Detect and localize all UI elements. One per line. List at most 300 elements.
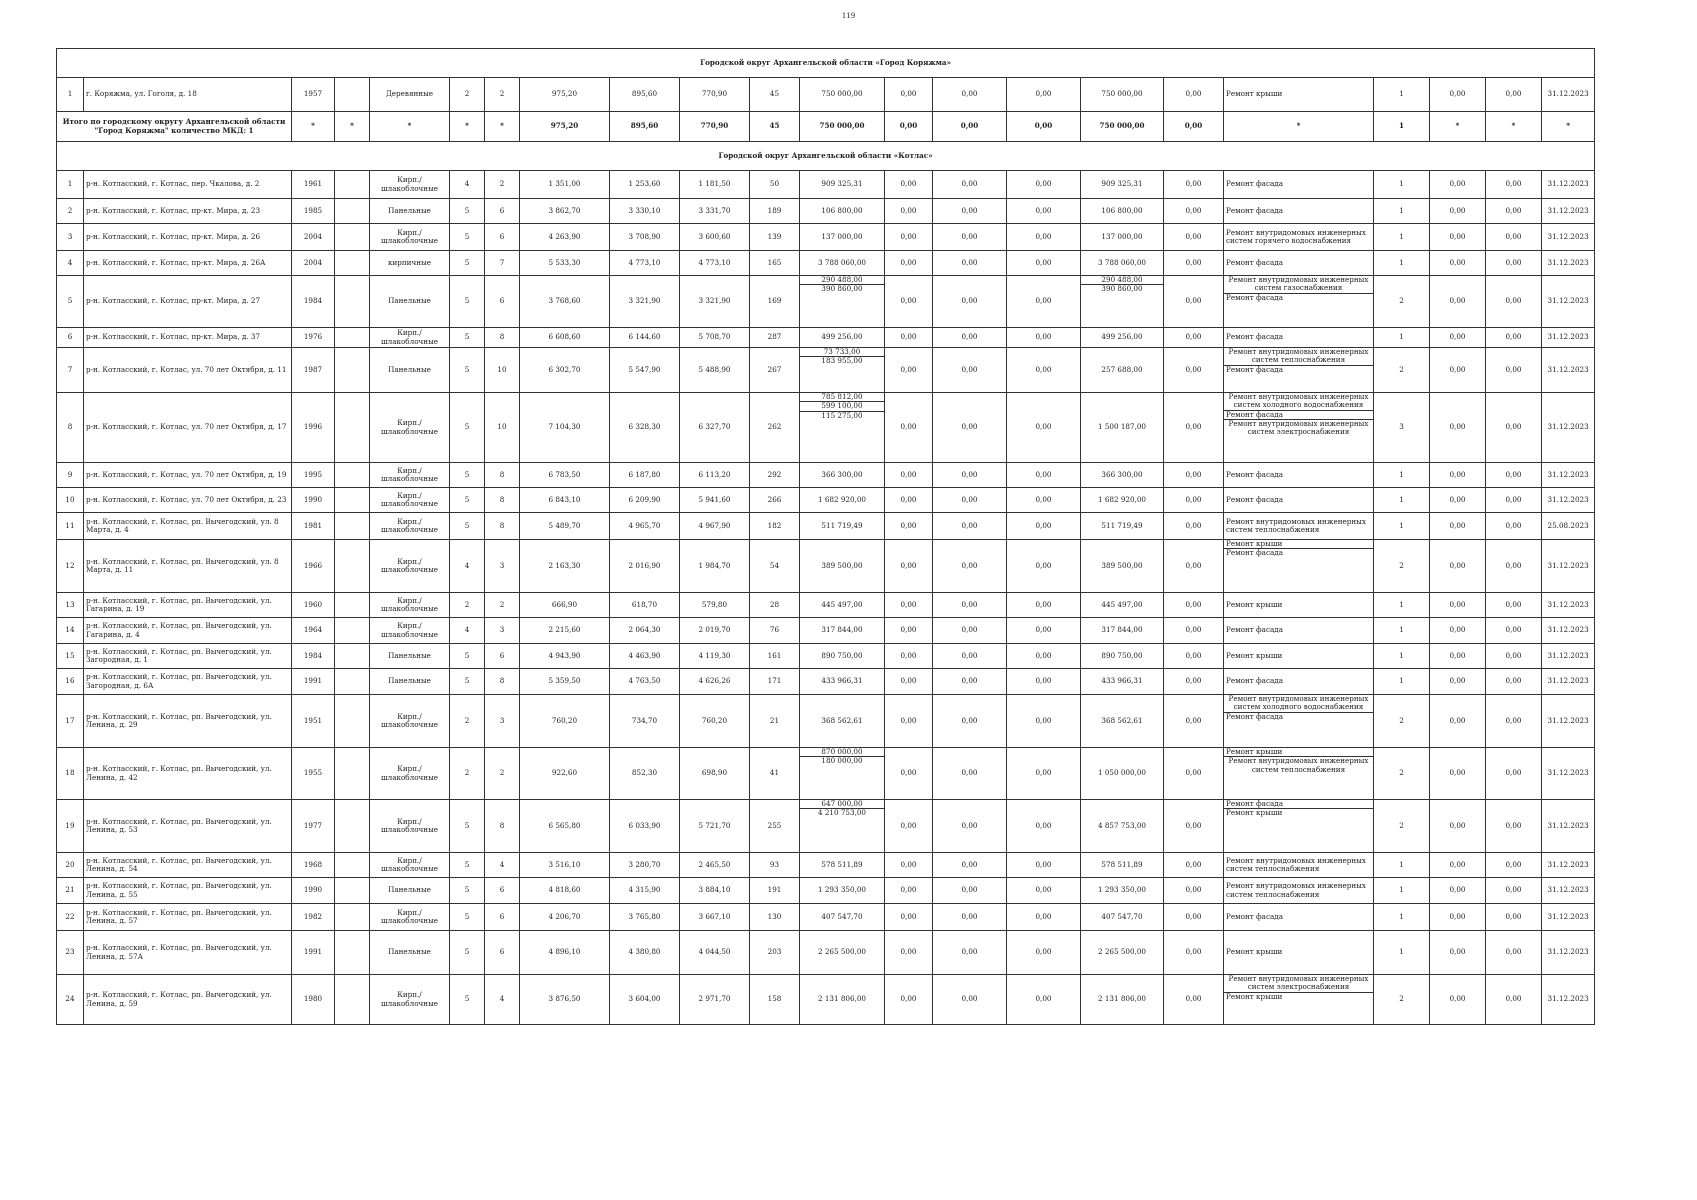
year-cell: 1980 xyxy=(292,975,335,1025)
empty-cell xyxy=(335,199,370,224)
entrances-cell: 3 xyxy=(485,695,520,748)
empty-cell xyxy=(335,593,370,618)
budget-cell: 0,00 xyxy=(933,463,1007,488)
works-cell: Ремонт фасада xyxy=(1224,904,1374,931)
max-cost-cell: 0,00 xyxy=(1486,276,1542,328)
total-area-cell: 5 359,50 xyxy=(520,669,610,695)
wall-material-cell: Панельные xyxy=(370,348,450,393)
works-cell xyxy=(1224,695,1374,748)
total-z4-cell: 0,00 xyxy=(1164,112,1224,142)
total-area-cell: 4 818,60 xyxy=(520,878,610,904)
local-budget-cell: 0,00 xyxy=(1007,393,1081,463)
premises-area-cell: 4 763,50 xyxy=(610,669,680,695)
cost-cell: 106 800,00 xyxy=(800,199,885,224)
owners-cost-cell: 389 500,00 xyxy=(1081,540,1164,593)
row-number: 8 xyxy=(57,393,84,463)
entrances-cell: 4 xyxy=(485,975,520,1025)
cost-cell-item: 183 955,00 xyxy=(821,356,863,366)
wall-material-cell: Кирп./ шлакоблочные xyxy=(370,171,450,199)
row-number: 10 xyxy=(57,488,84,513)
total-area-cell: 5 489,70 xyxy=(520,513,610,540)
premises-area-cell: 6 033,90 xyxy=(610,800,680,853)
residents-cell: 139 xyxy=(750,224,800,251)
row-number: 9 xyxy=(57,463,84,488)
address-cell: р-н. Котласский, г. Котлас, пр-кт. Мира, д. 27 xyxy=(84,276,292,328)
table-row xyxy=(57,644,1595,669)
works-cell-item: Ремонт внутридомовых инженерных систем теплоснабжения xyxy=(1224,348,1373,366)
max-cost-cell: 0,00 xyxy=(1486,669,1542,695)
year-cell: 1990 xyxy=(292,878,335,904)
residential-area-cell: 3 600,60 xyxy=(680,224,750,251)
works-cell: Ремонт крыши xyxy=(1224,593,1374,618)
table-row xyxy=(57,171,1595,199)
owners-cost-cell xyxy=(1081,276,1164,328)
residents-cell: 262 xyxy=(750,393,800,463)
address-cell: р-н. Котласский, г. Котлас, рп. Вычегодский, ул. 8 Марта, д. 4 xyxy=(84,513,292,540)
works-count-cell: 1 xyxy=(1374,251,1430,276)
deadline-cell: 31.12.2023 xyxy=(1542,904,1595,931)
table-row xyxy=(57,800,1595,853)
year-cell: 1966 xyxy=(292,540,335,593)
max-cost-cell: 0,00 xyxy=(1486,78,1542,112)
premises-area-cell: 3 708,90 xyxy=(610,224,680,251)
max-cost-cell: 0,00 xyxy=(1486,488,1542,513)
empty-cell xyxy=(335,251,370,276)
works-cell: Ремонт внутридомовых инженерных систем теплоснабжения xyxy=(1224,513,1374,540)
works-cell: Ремонт фасада xyxy=(1224,251,1374,276)
owners-cost-cell: 407 547,70 xyxy=(1081,904,1164,931)
works-cell-item: Ремонт внутридомовых инженерных систем холодного водоснабжения xyxy=(1224,695,1373,713)
address-cell: р-н. Котласский, г. Котлас, рп. Вычегодский, ул. Гагарина, д. 19 xyxy=(84,593,292,618)
works-cell-item: Ремонт фасада xyxy=(1226,548,1283,558)
wall-material-cell: Кирп./ шлакоблочные xyxy=(370,224,450,251)
residents-cell: 93 xyxy=(750,853,800,878)
residents-cell: 41 xyxy=(750,748,800,800)
cost-cell-item: 870 000,00 xyxy=(800,748,884,757)
owners-cost-cell-item: 290 488,00 xyxy=(1081,276,1163,285)
floors-cell: 5 xyxy=(450,251,485,276)
wall-material-cell: Деревянные xyxy=(370,78,450,112)
total-area-cell: 760,20 xyxy=(520,695,610,748)
local-budget-cell: 0,00 xyxy=(1007,171,1081,199)
total-c4-cell: * xyxy=(450,112,485,142)
wall-material-cell: Кирп./ шлакоблочные xyxy=(370,488,450,513)
local-budget-cell: 0,00 xyxy=(1007,348,1081,393)
premises-area-cell: 4 773,10 xyxy=(610,251,680,276)
deadline-cell: 31.12.2023 xyxy=(1542,393,1595,463)
owners-cost-cell: 106 800,00 xyxy=(1081,199,1164,224)
entrances-cell: 3 xyxy=(485,618,520,644)
premises-area-cell: 6 187,80 xyxy=(610,463,680,488)
premises-area-cell: 1 253,60 xyxy=(610,171,680,199)
total-tot-cell: 750 000,00 xyxy=(1081,112,1164,142)
residents-cell: 45 xyxy=(750,78,800,112)
entrances-cell: 10 xyxy=(485,393,520,463)
row-number: 2 xyxy=(57,199,84,224)
specific-cost-cell: 0,00 xyxy=(1430,171,1486,199)
specific-cost-cell: 0,00 xyxy=(1430,488,1486,513)
budget-cell: 0,00 xyxy=(933,348,1007,393)
residents-cell: 158 xyxy=(750,975,800,1025)
address-cell: р-н. Котласский, г. Котлас, рп. Вычегодский, ул. Гагарина, д. 4 xyxy=(84,618,292,644)
owners-cost-cell: 2 131 806,00 xyxy=(1081,975,1164,1025)
total-date-cell: * xyxy=(1542,112,1595,142)
floors-cell: 2 xyxy=(450,78,485,112)
fund-cell: 0,00 xyxy=(885,975,933,1025)
deadline-cell: 31.12.2023 xyxy=(1542,276,1595,328)
wall-material-cell: Кирп./ шлакоблочные xyxy=(370,540,450,593)
residential-area-cell: 2 465,50 xyxy=(680,853,750,878)
other-cell: 0,00 xyxy=(1164,931,1224,975)
residents-cell: 266 xyxy=(750,488,800,513)
wall-material-cell: Кирп./ шлакоблочные xyxy=(370,618,450,644)
other-cell: 0,00 xyxy=(1164,800,1224,853)
total-row xyxy=(57,112,1595,142)
max-cost-cell: 0,00 xyxy=(1486,171,1542,199)
wall-material-cell: Кирп./ шлакоблочные xyxy=(370,328,450,348)
row-number: 3 xyxy=(57,224,84,251)
local-budget-cell: 0,00 xyxy=(1007,540,1081,593)
wall-material-cell: Панельные xyxy=(370,669,450,695)
other-cell: 0,00 xyxy=(1164,618,1224,644)
premises-area-cell: 4 315,90 xyxy=(610,878,680,904)
works-count-cell: 1 xyxy=(1374,618,1430,644)
deadline-cell: 31.12.2023 xyxy=(1542,348,1595,393)
empty-cell xyxy=(335,644,370,669)
cost-cell: 445 497,00 xyxy=(800,593,885,618)
entrances-cell: 10 xyxy=(485,348,520,393)
residential-area-cell: 3 667,10 xyxy=(680,904,750,931)
premises-area-cell: 734,70 xyxy=(610,695,680,748)
budget-cell: 0,00 xyxy=(933,931,1007,975)
works-cell-item: Ремонт внутридомовых инженерных систем теплоснабжения xyxy=(1228,756,1369,774)
works-cell: Ремонт фасада xyxy=(1224,618,1374,644)
address-cell: р-н. Котласский, г. Котлас, ул. 70 лет Октября, д. 11 xyxy=(84,348,292,393)
owners-cost-cell: 317 844,00 xyxy=(1081,618,1164,644)
total-area-cell: 4 206,70 xyxy=(520,904,610,931)
specific-cost-cell: 0,00 xyxy=(1430,276,1486,328)
works-cell xyxy=(1224,975,1374,1025)
table-row xyxy=(57,513,1595,540)
row-number: 20 xyxy=(57,853,84,878)
specific-cost-cell: 0,00 xyxy=(1430,348,1486,393)
address-cell: р-н. Котласский, г. Котлас, ул. 70 лет Октября, д. 17 xyxy=(84,393,292,463)
works-cell: Ремонт внутридомовых инженерных систем теплоснабжения xyxy=(1224,878,1374,904)
section-header-row xyxy=(57,49,1595,78)
residential-area-cell: 760,20 xyxy=(680,695,750,748)
works-cell: Ремонт фасада xyxy=(1224,328,1374,348)
deadline-cell: 31.12.2023 xyxy=(1542,618,1595,644)
max-cost-cell: 0,00 xyxy=(1486,348,1542,393)
entrances-cell: 2 xyxy=(485,78,520,112)
deadline-cell: 31.12.2023 xyxy=(1542,878,1595,904)
works-cell-item: Ремонт фасада xyxy=(1224,800,1373,809)
deadline-cell: 31.12.2023 xyxy=(1542,78,1595,112)
works-cell: Ремонт внутридомовых инженерных систем горячего водоснабжения xyxy=(1224,224,1374,251)
table-row xyxy=(57,78,1595,112)
entrances-cell: 6 xyxy=(485,904,520,931)
page-number: 119 xyxy=(841,12,856,20)
year-cell: 1976 xyxy=(292,328,335,348)
row-number: 24 xyxy=(57,975,84,1025)
address-cell: р-н. Котласский, г. Котлас, пр-кт. Мира, д. 26А xyxy=(84,251,292,276)
cost-cell: 1 682 920,00 xyxy=(800,488,885,513)
deadline-cell: 31.12.2023 xyxy=(1542,328,1595,348)
total-area-cell: 3 768,60 xyxy=(520,276,610,328)
specific-cost-cell: 0,00 xyxy=(1430,853,1486,878)
total-area-cell: 922,60 xyxy=(520,748,610,800)
wall-material-cell: Кирп./ шлакоблочные xyxy=(370,975,450,1025)
row-number: 17 xyxy=(57,695,84,748)
entrances-cell: 6 xyxy=(485,644,520,669)
works-count-cell: 1 xyxy=(1374,463,1430,488)
residential-area-cell: 4 773,10 xyxy=(680,251,750,276)
budget-cell: 0,00 xyxy=(933,618,1007,644)
residential-area-cell: 4 967,90 xyxy=(680,513,750,540)
local-budget-cell: 0,00 xyxy=(1007,695,1081,748)
address-cell: р-н. Котласский, г. Котлас, рп. Вычегодский, ул. Загородная, д. 6А xyxy=(84,669,292,695)
works-cell-item: Ремонт внутридомовых инженерных систем электроснабжения xyxy=(1224,975,1373,993)
residential-area-cell: 698,90 xyxy=(680,748,750,800)
deadline-cell: 31.12.2023 xyxy=(1542,975,1595,1025)
total-z3-cell: 0,00 xyxy=(1007,112,1081,142)
specific-cost-cell: 0,00 xyxy=(1430,224,1486,251)
cost-cell: 499 256,00 xyxy=(800,328,885,348)
local-budget-cell: 0,00 xyxy=(1007,748,1081,800)
cost-cell xyxy=(800,393,885,463)
owners-cost-cell: 909 325,31 xyxy=(1081,171,1164,199)
total-area-cell: 975,20 xyxy=(520,78,610,112)
total-area-cell: 4 896,10 xyxy=(520,931,610,975)
works-cell: Ремонт крыши xyxy=(1224,78,1374,112)
table-row xyxy=(57,878,1595,904)
fund-cell: 0,00 xyxy=(885,251,933,276)
total-area-cell: 2 163,30 xyxy=(520,540,610,593)
floors-cell: 5 xyxy=(450,348,485,393)
deadline-cell: 31.12.2023 xyxy=(1542,853,1595,878)
fund-cell: 0,00 xyxy=(885,593,933,618)
works-count-cell: 1 xyxy=(1374,669,1430,695)
fund-cell: 0,00 xyxy=(885,328,933,348)
fund-cell: 0,00 xyxy=(885,276,933,328)
local-budget-cell: 0,00 xyxy=(1007,513,1081,540)
entrances-cell: 6 xyxy=(485,276,520,328)
table-row xyxy=(57,393,1595,463)
total-cnt-cell: 1 xyxy=(1374,112,1430,142)
owners-cost-cell: 1 682 920,00 xyxy=(1081,488,1164,513)
works-count-cell: 1 xyxy=(1374,78,1430,112)
year-cell: 1984 xyxy=(292,276,335,328)
cost-cell: 389 500,00 xyxy=(800,540,885,593)
table-row xyxy=(57,276,1595,328)
fund-cell: 0,00 xyxy=(885,224,933,251)
other-cell: 0,00 xyxy=(1164,171,1224,199)
max-cost-cell: 0,00 xyxy=(1486,593,1542,618)
budget-cell: 0,00 xyxy=(933,644,1007,669)
row-number: 6 xyxy=(57,328,84,348)
table-row xyxy=(57,199,1595,224)
cost-cell: 433 966,31 xyxy=(800,669,885,695)
local-budget-cell: 0,00 xyxy=(1007,931,1081,975)
budget-cell: 0,00 xyxy=(933,695,1007,748)
local-budget-cell: 0,00 xyxy=(1007,800,1081,853)
max-cost-cell: 0,00 xyxy=(1486,224,1542,251)
premises-area-cell: 6 328,30 xyxy=(610,393,680,463)
residential-area-cell: 4 119,30 xyxy=(680,644,750,669)
total-z2-cell: 0,00 xyxy=(933,112,1007,142)
row-number: 23 xyxy=(57,931,84,975)
table-row xyxy=(57,224,1595,251)
budget-cell: 0,00 xyxy=(933,853,1007,878)
works-cell: Ремонт фасада xyxy=(1224,669,1374,695)
empty-cell xyxy=(335,931,370,975)
residential-area-cell: 2 971,70 xyxy=(680,975,750,1025)
fund-cell: 0,00 xyxy=(885,540,933,593)
premises-area-cell: 3 321,90 xyxy=(610,276,680,328)
budget-cell: 0,00 xyxy=(933,199,1007,224)
cost-cell-item: 4 210 753,00 xyxy=(817,808,866,818)
total-p-cell: 45 xyxy=(750,112,800,142)
max-cost-cell: 0,00 xyxy=(1486,199,1542,224)
fund-cell: 0,00 xyxy=(885,644,933,669)
works-count-cell: 2 xyxy=(1374,540,1430,593)
works-cell-item: Ремонт внутридомовых инженерных систем электроснабжения xyxy=(1228,418,1369,437)
specific-cost-cell: 0,00 xyxy=(1430,618,1486,644)
total-area-cell: 4 943,90 xyxy=(520,644,610,669)
residents-cell: 169 xyxy=(750,276,800,328)
owners-cost-cell: 890 750,00 xyxy=(1081,644,1164,669)
residential-area-cell: 4 626,26 xyxy=(680,669,750,695)
premises-area-cell: 3 604,00 xyxy=(610,975,680,1025)
cost-cell: 1 293 350,00 xyxy=(800,878,885,904)
residents-cell: 171 xyxy=(750,669,800,695)
floors-cell: 4 xyxy=(450,618,485,644)
residents-cell: 267 xyxy=(750,348,800,393)
works-cell: Ремонт фасада xyxy=(1224,199,1374,224)
budget-cell: 0,00 xyxy=(933,748,1007,800)
residents-cell: 182 xyxy=(750,513,800,540)
max-cost-cell: 0,00 xyxy=(1486,513,1542,540)
row-number: 13 xyxy=(57,593,84,618)
owners-cost-cell: 137 000,00 xyxy=(1081,224,1164,251)
entrances-cell: 2 xyxy=(485,748,520,800)
wall-material-cell: Кирп./ шлакоблочные xyxy=(370,853,450,878)
works-count-cell: 2 xyxy=(1374,975,1430,1025)
residential-area-cell: 3 884,10 xyxy=(680,878,750,904)
local-budget-cell: 0,00 xyxy=(1007,251,1081,276)
address-cell: р-н. Котласский, г. Котлас, рп. Вычегодский, ул. Ленина, д. 55 xyxy=(84,878,292,904)
row-number: 16 xyxy=(57,669,84,695)
empty-cell xyxy=(335,540,370,593)
residents-cell: 191 xyxy=(750,878,800,904)
max-cost-cell: 0,00 xyxy=(1486,540,1542,593)
local-budget-cell: 0,00 xyxy=(1007,276,1081,328)
year-cell: 1961 xyxy=(292,171,335,199)
table-row xyxy=(57,853,1595,878)
fund-cell: 0,00 xyxy=(885,800,933,853)
other-cell: 0,00 xyxy=(1164,593,1224,618)
total-area-cell: 6 783,50 xyxy=(520,463,610,488)
fund-cell: 0,00 xyxy=(885,78,933,112)
floors-cell: 5 xyxy=(450,393,485,463)
cost-cell-item: 647 000,00 xyxy=(800,800,884,809)
residential-area-cell: 4 044,50 xyxy=(680,931,750,975)
floors-cell: 4 xyxy=(450,171,485,199)
empty-cell xyxy=(335,78,370,112)
residential-area-cell: 1 181,50 xyxy=(680,171,750,199)
total-area-cell: 666,90 xyxy=(520,593,610,618)
deadline-cell: 31.12.2023 xyxy=(1542,251,1595,276)
owners-cost-cell: 578 511,89 xyxy=(1081,853,1164,878)
specific-cost-cell: 0,00 xyxy=(1430,695,1486,748)
entrances-cell: 8 xyxy=(485,669,520,695)
premises-area-cell: 5 547,90 xyxy=(610,348,680,393)
other-cell: 0,00 xyxy=(1164,78,1224,112)
residents-cell: 287 xyxy=(750,328,800,348)
residents-cell: 54 xyxy=(750,540,800,593)
max-cost-cell: 0,00 xyxy=(1486,975,1542,1025)
max-cost-cell: 0,00 xyxy=(1486,251,1542,276)
row-number: 1 xyxy=(57,171,84,199)
other-cell: 0,00 xyxy=(1164,904,1224,931)
other-cell: 0,00 xyxy=(1164,276,1224,328)
row-number: 21 xyxy=(57,878,84,904)
empty-cell xyxy=(335,276,370,328)
specific-cost-cell: 0,00 xyxy=(1430,513,1486,540)
wall-material-cell: Панельные xyxy=(370,644,450,669)
floors-cell: 5 xyxy=(450,199,485,224)
works-cell-item: Ремонт крыши xyxy=(1224,748,1373,757)
table-row xyxy=(57,593,1595,618)
residents-cell: 189 xyxy=(750,199,800,224)
specific-cost-cell: 0,00 xyxy=(1430,593,1486,618)
address-cell: р-н. Котласский, г. Котлас, рп. Вычегодский, ул. Ленина, д. 54 xyxy=(84,853,292,878)
address-cell: р-н. Котласский, г. Котлас, ул. 70 лет Октября, д. 19 xyxy=(84,463,292,488)
works-cell: Ремонт внутридомовых инженерных систем теплоснабжения xyxy=(1224,853,1374,878)
floors-cell: 5 xyxy=(450,328,485,348)
budget-cell: 0,00 xyxy=(933,488,1007,513)
empty-cell xyxy=(335,348,370,393)
budget-cell: 0,00 xyxy=(933,975,1007,1025)
section-title: Городской округ Архангельской области «Город Коряжма» xyxy=(57,49,1595,78)
works-count-cell: 1 xyxy=(1374,199,1430,224)
cost-cell: 407 547,70 xyxy=(800,904,885,931)
owners-cost-cell: 445 497,00 xyxy=(1081,593,1164,618)
wall-material-cell: Кирп./ шлакоблочные xyxy=(370,800,450,853)
owners-cost-cell: 366 300,00 xyxy=(1081,463,1164,488)
entrances-cell: 4 xyxy=(485,853,520,878)
cost-cell: 366 300,00 xyxy=(800,463,885,488)
works-cell-item: Ремонт фасада xyxy=(1224,411,1373,420)
works-cell-item: Ремонт фасада xyxy=(1226,364,1283,374)
owners-cost-cell: 1 500 187,00 xyxy=(1081,393,1164,463)
works-count-cell: 1 xyxy=(1374,644,1430,669)
deadline-cell: 31.12.2023 xyxy=(1542,695,1595,748)
premises-area-cell: 4 965,70 xyxy=(610,513,680,540)
table-row xyxy=(57,904,1595,931)
floors-cell: 5 xyxy=(450,904,485,931)
works-count-cell: 2 xyxy=(1374,348,1430,393)
residents-cell: 255 xyxy=(750,800,800,853)
works-cell: Ремонт фасада xyxy=(1224,171,1374,199)
budget-cell: 0,00 xyxy=(933,669,1007,695)
owners-cost-cell: 750 000,00 xyxy=(1081,78,1164,112)
local-budget-cell: 0,00 xyxy=(1007,78,1081,112)
specific-cost-cell: 0,00 xyxy=(1430,669,1486,695)
wall-material-cell: Кирп./ шлакоблочные xyxy=(370,593,450,618)
works-count-cell: 1 xyxy=(1374,488,1430,513)
residents-cell: 21 xyxy=(750,695,800,748)
